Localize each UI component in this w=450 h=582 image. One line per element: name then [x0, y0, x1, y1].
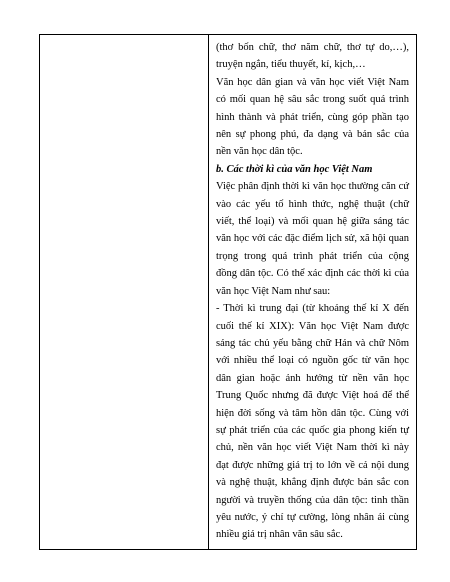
paragraph-genres: (thơ bốn chữ, thơ năm chữ, thơ tự do,…), truyện ngắn, tiểu thuyết, kí, kịch,…: [216, 42, 409, 71]
table-left-cell: [40, 35, 209, 549]
content-table: [39, 34, 417, 550]
paragraph-periodization: Việc phân định thời kì văn học thường căn cứ vào các yếu tố hình thức, nghệ thuật (chữ viết, thể loại) và mối quan hệ giữa sáng tác văn học với các đặc điểm lịch sử, xã hội quan trọng trong quá trình phát triển của cộng đồng dân tộc. Có thể xác định các thời kì của văn học Việt Nam như sau:: [216, 181, 409, 297]
paragraph-folk-and-written: Văn học dân gian và văn học viết Việt Nam có mối quan hệ sâu sắc trong suốt quá trình hình thành và phát triển, cùng góp phần tạo nên sự phong phú, đa dạng và bản sắc của nền văn học dân tộc.: [216, 76, 409, 158]
table-right-cell: [209, 35, 416, 549]
section-heading: b. Các thời kì của văn học Việt Nam: [216, 163, 373, 175]
paragraph-medieval-period: - Thời kì trung đại (từ khoảng thế kỉ X đến cuối thế kỉ XIX): Văn học Việt Nam được sáng tác chủ yếu bằng chữ Hán và chữ Nôm với nhiều thể loại có nguồn gốc từ văn học dân gian hoặc ảnh hưởng từ nền văn học Trung Quốc nhưng đã được Việt hoá để thể hiện đời sống và tâm hồn dân tộc. Cùng với sự phát triển của các quốc gia phong kiến tự chủ, nền văn học viết Việt Nam thời kì này đạt được những giá trị to lớn về cả nội dung và nghệ thuật, khẳng định được bản sắc con người và truyền thống của dân tộc: tinh thần yêu nước, ý chí tự cường, lòng nhân ái cùng nhiều giá trị nhân văn sâu sắc.: [216, 303, 409, 541]
